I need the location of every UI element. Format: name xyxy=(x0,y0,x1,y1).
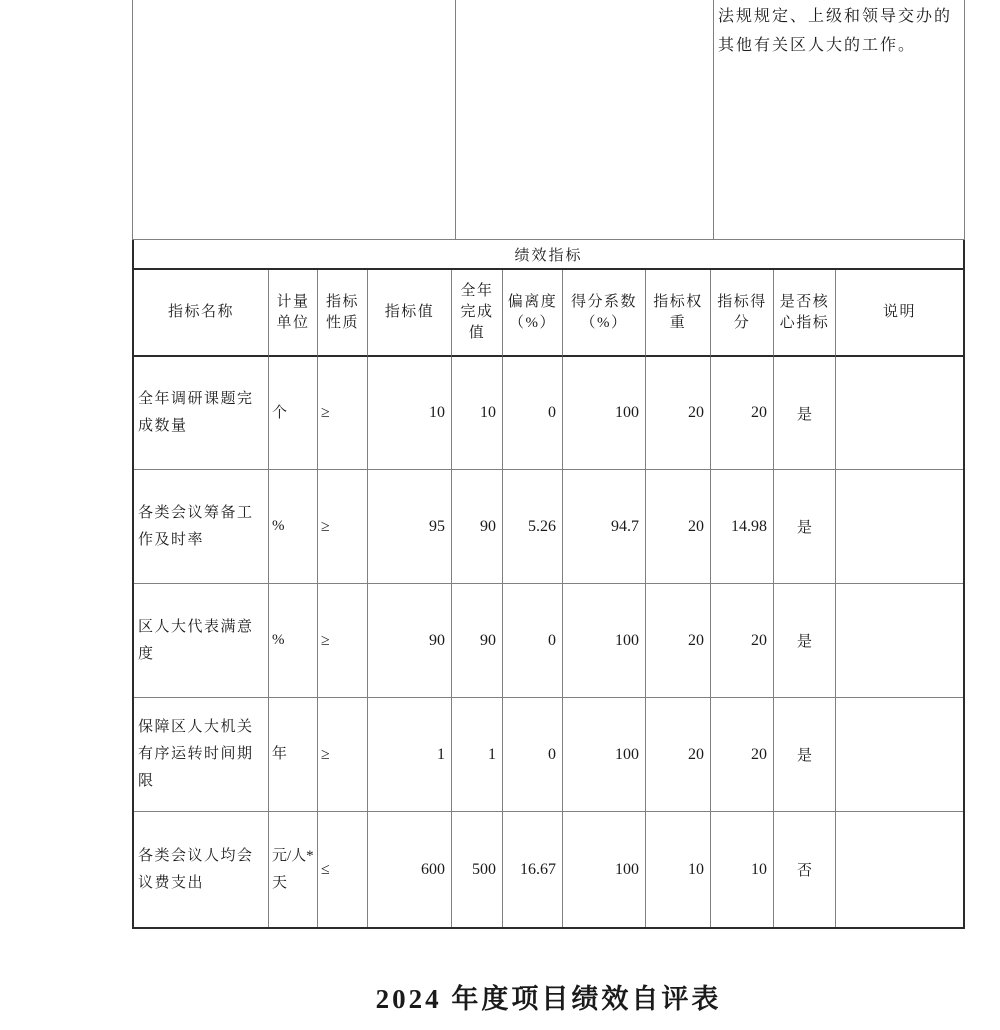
nature-cell: ≥ xyxy=(318,584,368,698)
target-value-cell: 90 xyxy=(368,584,452,698)
deviation-cell: 0 xyxy=(503,698,563,812)
header-weight: 指标权重 xyxy=(646,270,711,357)
core-indicator-cell: 否 xyxy=(774,812,836,927)
section-header: 绩效指标 xyxy=(134,240,963,270)
deviation-cell: 0 xyxy=(503,584,563,698)
note-cell xyxy=(836,812,963,927)
score-coefficient-cell: 100 xyxy=(563,584,646,698)
completed-value-cell: 10 xyxy=(452,357,503,470)
score-coefficient-cell: 100 xyxy=(563,357,646,470)
core-indicator-cell: 是 xyxy=(774,698,836,812)
header-indicator-name: 指标名称 xyxy=(134,270,269,357)
score-cell: 10 xyxy=(711,812,774,927)
header-unit: 计量单位 xyxy=(269,270,318,357)
deviation-cell: 16.67 xyxy=(503,812,563,927)
deviation-cell: 5.26 xyxy=(503,470,563,584)
completed-value-cell: 90 xyxy=(452,584,503,698)
core-indicator-cell: 是 xyxy=(774,470,836,584)
note-cell xyxy=(836,698,963,812)
page-title: 2024 年度项目绩效自评表 xyxy=(375,984,722,1014)
header-score-coefficient: 得分系数（%） xyxy=(563,270,646,357)
target-value-cell: 10 xyxy=(368,357,452,470)
weight-cell: 20 xyxy=(646,357,711,470)
header-deviation: 偏离度（%） xyxy=(503,270,563,357)
score-cell: 20 xyxy=(711,584,774,698)
unit-cell: % xyxy=(269,584,318,698)
unit-cell: 年 xyxy=(269,698,318,812)
header-score: 指标得分 xyxy=(711,270,774,357)
upper-cell-2 xyxy=(456,0,714,239)
indicator-name-cell: 各类会议筹备工作及时率 xyxy=(134,470,269,584)
note-cell xyxy=(836,470,963,584)
score-cell: 14.98 xyxy=(711,470,774,584)
core-indicator-cell: 是 xyxy=(774,584,836,698)
nature-cell: ≥ xyxy=(318,698,368,812)
header-core-indicator: 是否核心指标 xyxy=(774,270,836,357)
score-coefficient-cell: 100 xyxy=(563,698,646,812)
note-cell xyxy=(836,584,963,698)
header-annual-completed: 全年完成值 xyxy=(452,270,503,357)
indicator-table xyxy=(132,240,965,929)
indicator-name-cell: 保障区人大机关有序运转时间期限 xyxy=(134,698,269,812)
completed-value-cell: 1 xyxy=(452,698,503,812)
indicator-name-cell: 各类会议人均会议费支出 xyxy=(134,812,269,927)
weight-cell: 20 xyxy=(646,698,711,812)
target-value-cell: 1 xyxy=(368,698,452,812)
unit-cell: % xyxy=(269,470,318,584)
note-cell xyxy=(836,357,963,470)
nature-cell: ≥ xyxy=(318,470,368,584)
core-indicator-cell: 是 xyxy=(774,357,836,470)
weight-cell: 10 xyxy=(646,812,711,927)
score-cell: 20 xyxy=(711,698,774,812)
header-nature: 指标性质 xyxy=(318,270,368,357)
deviation-cell: 0 xyxy=(503,357,563,470)
unit-cell: 元/人*天 xyxy=(269,812,318,927)
header-note: 说明 xyxy=(836,270,963,357)
indicator-name-cell: 区人大代表满意度 xyxy=(134,584,269,698)
unit-cell: 个 xyxy=(269,357,318,470)
upper-cell-1 xyxy=(133,0,456,239)
nature-cell: ≥ xyxy=(318,357,368,470)
score-coefficient-cell: 100 xyxy=(563,812,646,927)
upper-cell-duties-text: 法规规定、上级和领导交办的其他有关区人大的工作。 xyxy=(718,8,953,54)
completed-value-cell: 90 xyxy=(452,470,503,584)
score-coefficient-cell: 94.7 xyxy=(563,470,646,584)
completed-value-cell: 500 xyxy=(452,812,503,927)
target-value-cell: 95 xyxy=(368,470,452,584)
weight-cell: 20 xyxy=(646,470,711,584)
score-cell: 20 xyxy=(711,357,774,470)
weight-cell: 20 xyxy=(646,584,711,698)
header-target-value: 指标值 xyxy=(368,270,452,357)
indicator-name-cell: 全年调研课题完成数量 xyxy=(134,357,269,470)
target-value-cell: 600 xyxy=(368,812,452,927)
nature-cell: ≤ xyxy=(318,812,368,927)
upper-table-section xyxy=(132,0,965,240)
